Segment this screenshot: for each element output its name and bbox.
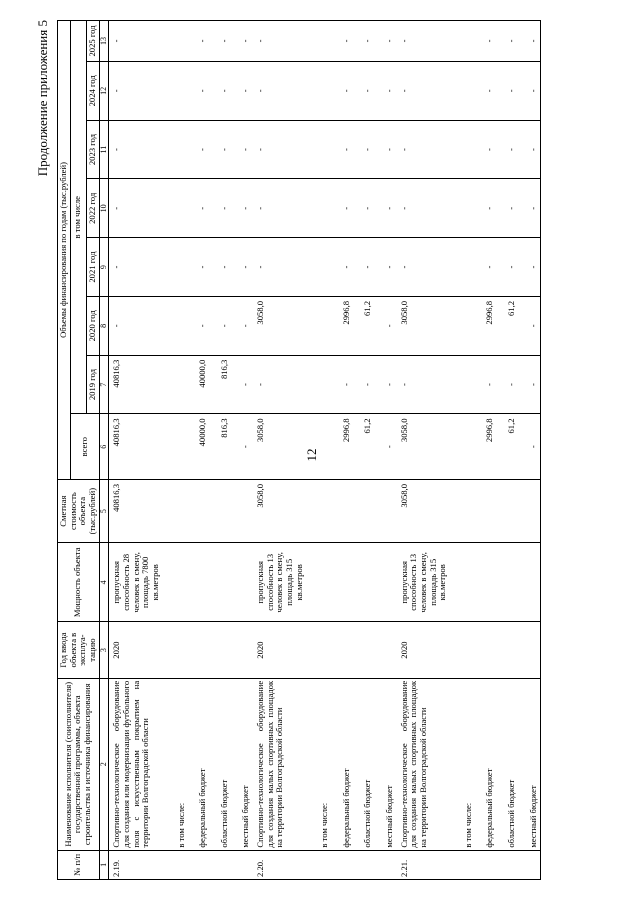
row-value: - [109,179,167,238]
row-value [310,61,332,120]
row-capacity [231,543,253,622]
header-name: Наименование исполнителя (соисполнителя) государственной программы, объекта строительства и источника финансирования [58,678,100,850]
row-value: - [519,120,541,179]
table-row [519,21,541,880]
row-value: 61,2 [353,296,375,355]
row-value: - [231,414,253,480]
column-number: 7 [99,355,109,414]
row-year [519,622,541,679]
row-value: - [353,120,375,179]
row-value: - [475,355,497,414]
row-capacity [519,543,541,622]
row-year [497,622,519,679]
row-value: 3058,0 [253,414,310,480]
row-value [353,479,375,542]
header-2025: 2025 год [86,21,99,62]
column-number: 3 [99,622,109,679]
column-number: 10 [99,179,109,238]
row-year [475,622,497,679]
table-row [310,21,332,880]
row-value: 2996,8 [475,296,497,355]
row-value [167,61,189,120]
row-value: 3058,0 [397,479,454,542]
row-value: - [109,61,167,120]
row-value: - [210,296,232,355]
table-row [375,21,397,880]
table-row [397,21,454,880]
row-number [454,850,476,879]
row-name: в том числе: [454,678,476,850]
row-value: - [397,21,454,62]
row-value: - [253,179,310,238]
row-name: областной бюджет [497,678,519,850]
row-value: - [210,179,232,238]
row-value: 61,2 [497,296,519,355]
row-year [210,622,232,679]
row-value: - [375,61,397,120]
row-value: - [475,238,497,297]
row-value [167,179,189,238]
header-total: всего [70,414,99,480]
row-value: 2996,8 [332,414,354,480]
row-value: - [519,21,541,62]
row-number [310,850,332,879]
row-value: 40000,0 [188,414,210,480]
row-number [519,850,541,879]
row-capacity [332,543,354,622]
row-value [310,238,332,297]
financing-table [57,20,541,880]
row-name: федеральный бюджет [475,678,497,850]
row-value: - [210,238,232,297]
column-number: 2 [99,678,109,850]
row-name: областной бюджет [353,678,375,850]
table-row [475,21,497,880]
row-value [454,61,476,120]
column-number-row [99,21,109,880]
row-value: - [519,414,541,480]
row-value: - [375,120,397,179]
row-value: - [253,21,310,62]
table-row [332,21,354,880]
column-number: 5 [99,479,109,542]
row-value [167,296,189,355]
row-value [310,179,332,238]
row-value: - [475,120,497,179]
row-value: 40816,3 [109,479,167,542]
row-name: Спортивно-технологическое оборудование для создания малых спортивных площадок на территории Волгоградской области [397,678,454,850]
row-capacity [375,543,397,622]
row-value: - [332,120,354,179]
row-capacity: пропускная способность 13 человек в смену, площадь 315 кв.метров [253,543,310,622]
row-value: - [397,120,454,179]
row-year [167,622,189,679]
column-number: 12 [99,61,109,120]
row-value: - [375,414,397,480]
row-value: - [497,61,519,120]
header-2020: 2020 год [86,296,99,355]
row-value: - [375,296,397,355]
row-value: - [353,21,375,62]
row-value: - [210,21,232,62]
row-capacity [353,543,375,622]
row-value: - [188,238,210,297]
row-value: - [332,179,354,238]
row-number [497,850,519,879]
row-number: 2.19. [109,850,167,879]
header-num: № п/п [58,850,100,879]
row-name: местный бюджет [231,678,253,850]
header-incl: в том числе [70,21,86,414]
header-2021: 2021 год [86,238,99,297]
row-value: 61,2 [497,414,519,480]
row-value [497,479,519,542]
row-number [332,850,354,879]
row-value: - [353,61,375,120]
row-value [310,296,332,355]
column-number: 8 [99,296,109,355]
row-value: - [231,179,253,238]
row-value [167,355,189,414]
row-value: - [497,238,519,297]
row-value: - [332,355,354,414]
header-year: Год ввода объекта в эксплуа- тацию [58,622,100,679]
row-value: - [231,355,253,414]
row-name: федеральный бюджет [332,678,354,850]
row-value: - [188,120,210,179]
row-value: - [332,238,354,297]
row-value: - [253,238,310,297]
row-value: 3058,0 [397,296,454,355]
table-row [210,21,232,880]
row-value: - [253,61,310,120]
continuation-note: Продолжение приложения 5 [35,20,50,177]
column-number: 9 [99,238,109,297]
row-value: - [109,296,167,355]
row-value: - [475,61,497,120]
row-value: 816,3 [210,355,232,414]
row-year [375,622,397,679]
row-capacity [475,543,497,622]
row-value [167,238,189,297]
row-name: областной бюджет [210,678,232,850]
row-value: - [397,238,454,297]
row-value: - [397,355,454,414]
row-value: - [231,296,253,355]
row-value [454,414,476,480]
row-value: - [332,61,354,120]
row-capacity [454,543,476,622]
row-value: - [519,179,541,238]
row-year [188,622,210,679]
row-value: - [519,296,541,355]
column-number: 13 [99,21,109,62]
row-value: - [332,21,354,62]
row-value: 3058,0 [253,296,310,355]
row-number [188,850,210,879]
header-capacity: Мощность объекта [58,543,100,622]
row-number [375,850,397,879]
row-value [454,479,476,542]
table-row [253,21,310,880]
row-value: - [231,238,253,297]
row-value [310,120,332,179]
row-value: - [231,61,253,120]
row-value: - [253,120,310,179]
row-value: - [497,21,519,62]
row-value [375,479,397,542]
row-value: - [188,179,210,238]
row-value: - [375,179,397,238]
row-capacity [188,543,210,622]
row-capacity [210,543,232,622]
row-number [167,850,189,879]
row-value [167,479,189,542]
row-number [475,850,497,879]
row-value [188,479,210,542]
row-value: 816,3 [210,414,232,480]
row-value [454,238,476,297]
row-value: 2996,8 [475,414,497,480]
row-value: - [253,355,310,414]
row-value: - [188,296,210,355]
table-row [497,21,519,880]
row-value [167,120,189,179]
table-row [454,21,476,880]
row-value: - [109,21,167,62]
row-year: 2020 [253,622,310,679]
row-capacity: пропускная способность 28 человек в смену, площадь 7800 кв.метров [109,543,167,622]
row-value: 40000,0 [188,355,210,414]
table-row [167,21,189,880]
row-value [210,479,232,542]
row-value: 61,2 [353,414,375,480]
row-value [310,479,332,542]
row-value [454,21,476,62]
row-number [210,850,232,879]
row-value: - [375,238,397,297]
row-value: - [210,61,232,120]
row-value: 2996,8 [332,296,354,355]
page-number: 12 [304,448,319,462]
row-value: - [231,120,253,179]
row-value: - [109,120,167,179]
table-row [231,21,253,880]
row-value: - [353,179,375,238]
row-year [332,622,354,679]
row-value [167,21,189,62]
row-year [310,622,332,679]
header-2022: 2022 год [86,179,99,238]
row-capacity [167,543,189,622]
row-number: 2.21. [397,850,454,879]
row-year [231,622,253,679]
row-value [310,21,332,62]
header-2019: 2019 год [86,355,99,414]
row-value: - [353,355,375,414]
row-value: - [397,179,454,238]
row-name: Спортивно-технологическое оборудование для создания малых спортивных площадок на территории Волгоградской области [253,678,310,850]
row-value: 3058,0 [397,414,454,480]
row-capacity [310,543,332,622]
row-value: - [497,179,519,238]
row-value [231,479,253,542]
column-number: 11 [99,120,109,179]
row-name: местный бюджет [375,678,397,850]
row-value: - [188,21,210,62]
row-name: в том числе: [167,678,189,850]
row-capacity [497,543,519,622]
row-name: Спортивно-технологическое оборудование для создания или модернизации футбольного поля с искусственным покрытием на территории Волгоградской области [109,678,167,850]
row-value: - [231,21,253,62]
table-row [353,21,375,880]
row-value: 3058,0 [253,479,310,542]
row-value: - [375,355,397,414]
row-value: - [497,120,519,179]
row-number: 2.20. [253,850,310,879]
rotated-page-content [35,20,570,880]
row-number [353,850,375,879]
column-number: 1 [99,850,109,879]
table-row [109,21,167,880]
row-value [454,355,476,414]
row-value [454,120,476,179]
row-name: федеральный бюджет [188,678,210,850]
row-value: - [475,21,497,62]
row-year [454,622,476,679]
column-number: 4 [99,543,109,622]
header-volumes: Объемы финансирования по годам (тыс.рублей) [58,21,71,480]
row-value [332,479,354,542]
row-value: - [397,61,454,120]
row-value: - [519,61,541,120]
row-value [519,479,541,542]
header-2024: 2024 год [86,61,99,120]
row-year: 2020 [397,622,454,679]
row-value [454,296,476,355]
row-value [475,479,497,542]
row-value [310,355,332,414]
row-value: - [109,238,167,297]
row-number [231,850,253,879]
row-value: - [353,238,375,297]
column-number: 6 [99,414,109,480]
row-value: - [188,61,210,120]
row-value: - [519,238,541,297]
row-value: 40816,3 [109,355,167,414]
row-name: местный бюджет [519,678,541,850]
header-2023: 2023 год [86,120,99,179]
table-row [188,21,210,880]
row-year [353,622,375,679]
row-value [167,414,189,480]
row-value: - [375,21,397,62]
row-capacity: пропускная способность 13 человек в смену, площадь 315 кв.метров [397,543,454,622]
row-value: - [519,355,541,414]
row-value: - [475,179,497,238]
table-body [99,21,541,880]
row-value: - [497,355,519,414]
row-name: в том числе: [310,678,332,850]
row-value: - [210,120,232,179]
header-cost: Сметная стоимость объекта (тыс.рублей) [58,479,100,542]
row-value [310,414,332,480]
row-year: 2020 [109,622,167,679]
row-value [454,179,476,238]
row-value: 40816,3 [109,414,167,480]
